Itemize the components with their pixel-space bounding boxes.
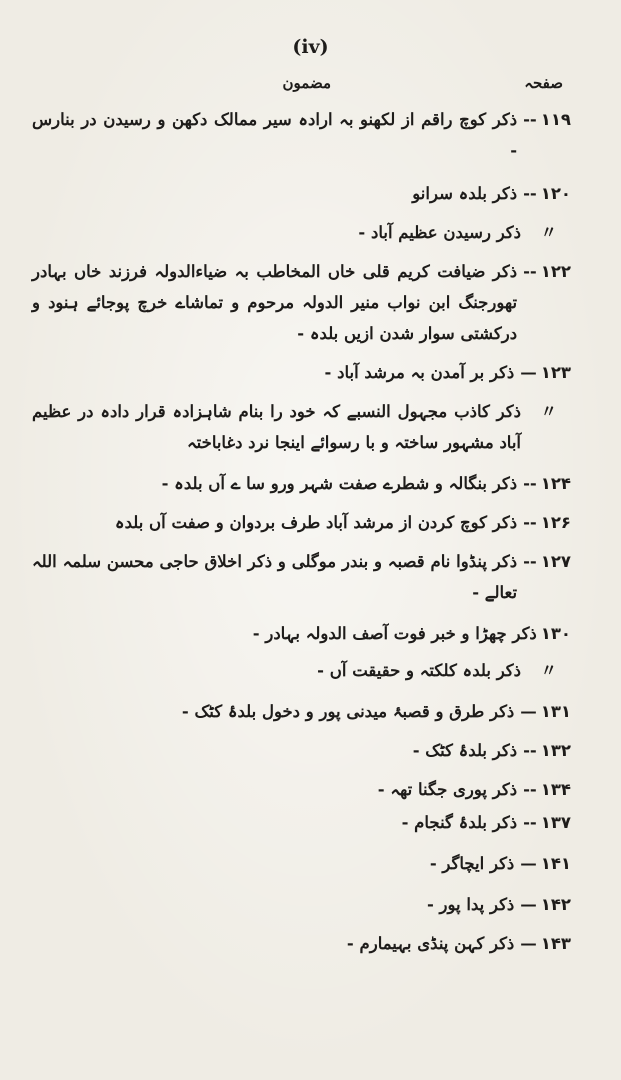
- entry-text: ذکر ضیافت کریم قلی خاں المخاطب بہ ضیاءالدولہ فرزند خاں بہادر تھورجنگ ابن نواب منیر الدولہ مرحوم و تماشاے خرچ پوجائے ہنود و درکشتی سوار شدن ازیں بلدہ -: [32, 262, 518, 343]
- contents-entry: [32, 889, 571, 920]
- entry-dash: --: [523, 474, 537, 493]
- entry-dash: --: [523, 552, 537, 571]
- contents-entry: [32, 104, 571, 166]
- entry-page-number: ۱۲۳: [540, 363, 571, 382]
- contents-entry: [32, 507, 571, 538]
- contents-entry: [32, 696, 571, 727]
- entry-text: ذکر پنڈوا نام قصبہ و بندر موگلی و ذکر اخلاق حاجی محسن سلمہ اللہ تعالے -: [32, 552, 518, 602]
- entry-page-number: ۱۴۳: [540, 934, 571, 953]
- contents-entry: [32, 807, 571, 838]
- contents-entry: [32, 468, 571, 499]
- entry-text: ذکر چھڑا و خبر فوت آصف الدولہ بہادر -: [252, 624, 537, 643]
- entry-page-number: ۱۲۰: [540, 184, 571, 203]
- contents-entry: [32, 256, 571, 349]
- entry-dash: --: [523, 741, 537, 760]
- entry-text: ذکر ایچاگر -: [429, 854, 515, 873]
- entry-page-number: ۱۳۷: [540, 813, 571, 832]
- entry-dash: —: [520, 934, 537, 953]
- entry-page-number: ۱۳۰: [540, 624, 571, 643]
- entry-dash: --: [523, 184, 537, 203]
- contents-entry: [32, 396, 571, 458]
- entry-page-number: ۱۴۱: [540, 854, 571, 873]
- entry-text: ذکر بر آمدن بہ مرشد آباد -: [324, 363, 515, 382]
- column-headers: [0, 74, 621, 98]
- entry-page-number: ۱۳۱: [540, 702, 571, 721]
- entry-dash: --: [523, 813, 537, 832]
- contents-entry: [32, 928, 571, 959]
- entry-text: ذکر پدا پور -: [426, 895, 515, 914]
- entry-dash: —: [520, 854, 537, 873]
- entry-dash: —: [520, 363, 537, 382]
- ditto-mark: 〃: [540, 223, 557, 242]
- entry-text: ذکر کوچ کردن از مرشد آباد طرف بردوان و صفت آں بلدہ: [114, 513, 518, 532]
- entry-page-number: ۱۴۲: [540, 895, 571, 914]
- entry-page-number: ۱۲۷: [540, 552, 571, 571]
- entry-text: ذکر بلدۂ کٹک -: [412, 741, 518, 760]
- subject-column-header: مضمون: [282, 74, 331, 92]
- entry-dash: --: [523, 110, 537, 129]
- contents-entry: [32, 618, 571, 649]
- entry-page-number: ۱۳۲: [540, 741, 571, 760]
- entry-text: ذکر پوری جگنا تھہ -: [377, 780, 518, 799]
- entry-dash: --: [523, 262, 537, 281]
- entry-page-number: ۱۳۴: [540, 780, 571, 799]
- entry-dash: —: [520, 702, 537, 721]
- entry-text: ذکر رسیدن عظیم آباد -: [358, 223, 521, 242]
- contents-entry: [32, 848, 571, 879]
- entry-text: ذکر کوچ راقم از لکھنو بہ ارادہ سیر ممالک دکھن و رسیدن در بنارس -: [32, 110, 518, 160]
- entry-page-number: ۱۲۶: [540, 513, 571, 532]
- entry-page-number: ۱۲۲: [540, 262, 571, 281]
- entry-text: ذکر بنگالہ و شطرے صفت شہر ورو سا ے آں بلدہ -: [161, 474, 518, 493]
- entry-text: ذکر کہن پنڈی بہیمارم -: [346, 934, 515, 953]
- page-column-header: صفحہ: [524, 74, 563, 92]
- contents-entry: [32, 217, 571, 248]
- contents-entry: [32, 178, 571, 209]
- entry-dash: --: [523, 513, 537, 532]
- entry-text: ذکر طرق و قصبۂ میدنی پور و دخول بلدۂ کٹک -: [181, 702, 515, 721]
- contents-entry: [32, 774, 571, 805]
- entry-page-number: ۱۲۴: [540, 474, 571, 493]
- contents-entry: [32, 655, 571, 686]
- page-number: (iv): [292, 36, 329, 58]
- ditto-mark: 〃: [540, 402, 557, 421]
- ditto-mark: 〃: [540, 661, 557, 680]
- entry-dash: --: [523, 780, 537, 799]
- contents-entry: [32, 357, 571, 388]
- entry-text: ذکر بلدۂ گنجام -: [401, 813, 518, 832]
- contents-list: [32, 104, 571, 959]
- entry-page-number: ۱۱۹: [540, 110, 571, 129]
- entry-text: ذکر بلدہ کلکتہ و حقیقت آں -: [317, 661, 521, 680]
- contents-entry: [32, 546, 571, 608]
- contents-entry: [32, 735, 571, 766]
- entry-dash: —: [520, 895, 537, 914]
- entry-text: ذکر کاذب مجہول النسبے کہ خود را بنام شاہزادہ قرار دادہ در عظیم آباد مشہور ساختہ و با رسوائے اینجا نرد دغاباختہ: [32, 402, 521, 452]
- entry-text: ذکر بلدہ سرانو: [412, 184, 518, 203]
